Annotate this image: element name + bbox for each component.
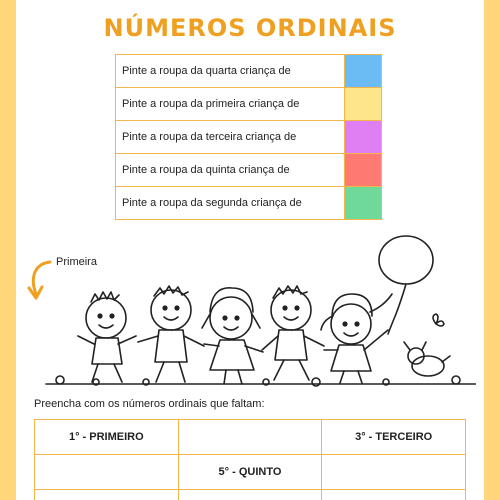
color-row <box>116 154 382 187</box>
grid-cell-empty <box>178 420 322 455</box>
color-row <box>116 187 382 220</box>
worksheet-page <box>16 0 484 500</box>
grid-row <box>35 420 466 455</box>
color-swatch-blue <box>345 55 382 88</box>
color-row <box>116 55 382 88</box>
coloring-instructions-table <box>115 54 382 220</box>
color-row-text: Pinte a roupa da primeira criança de <box>116 88 345 121</box>
grid-row <box>35 455 466 490</box>
grid-cell: 1° - PRIMEIRO <box>35 420 179 455</box>
grid-cell-empty <box>178 490 322 500</box>
children-holding-hands-illustration <box>36 232 476 392</box>
grid-cell: 3° - TERCEIRO <box>322 420 466 455</box>
color-row-text: Pinte a roupa da quinta criança de <box>116 154 345 187</box>
grid-cell-empty <box>322 455 466 490</box>
color-row-text: Pinte a roupa da quarta criança de <box>116 55 345 88</box>
color-row-text: Pinte a roupa da segunda criança de <box>116 187 345 220</box>
grid-cell-empty <box>322 490 466 500</box>
page-title: NÚMEROS ORDINAIS <box>103 14 397 42</box>
color-swatch-purple <box>345 121 382 154</box>
grid-row <box>35 490 466 500</box>
grid-cell-empty <box>35 490 179 500</box>
color-row <box>116 121 382 154</box>
ordinal-numbers-grid <box>34 419 466 500</box>
color-swatch-green <box>345 187 382 220</box>
first-child-label: Primeira <box>56 256 97 268</box>
color-row-text: Pinte a roupa da terceira criança de <box>116 121 345 154</box>
color-row <box>116 88 382 121</box>
color-swatch-red <box>345 154 382 187</box>
grid-cell-empty <box>35 455 179 490</box>
color-swatch-yellow <box>345 88 382 121</box>
fill-in-instruction: Preencha com os números ordinais que faltam: <box>34 398 265 410</box>
grid-cell: 5° - QUINTO <box>178 455 322 490</box>
